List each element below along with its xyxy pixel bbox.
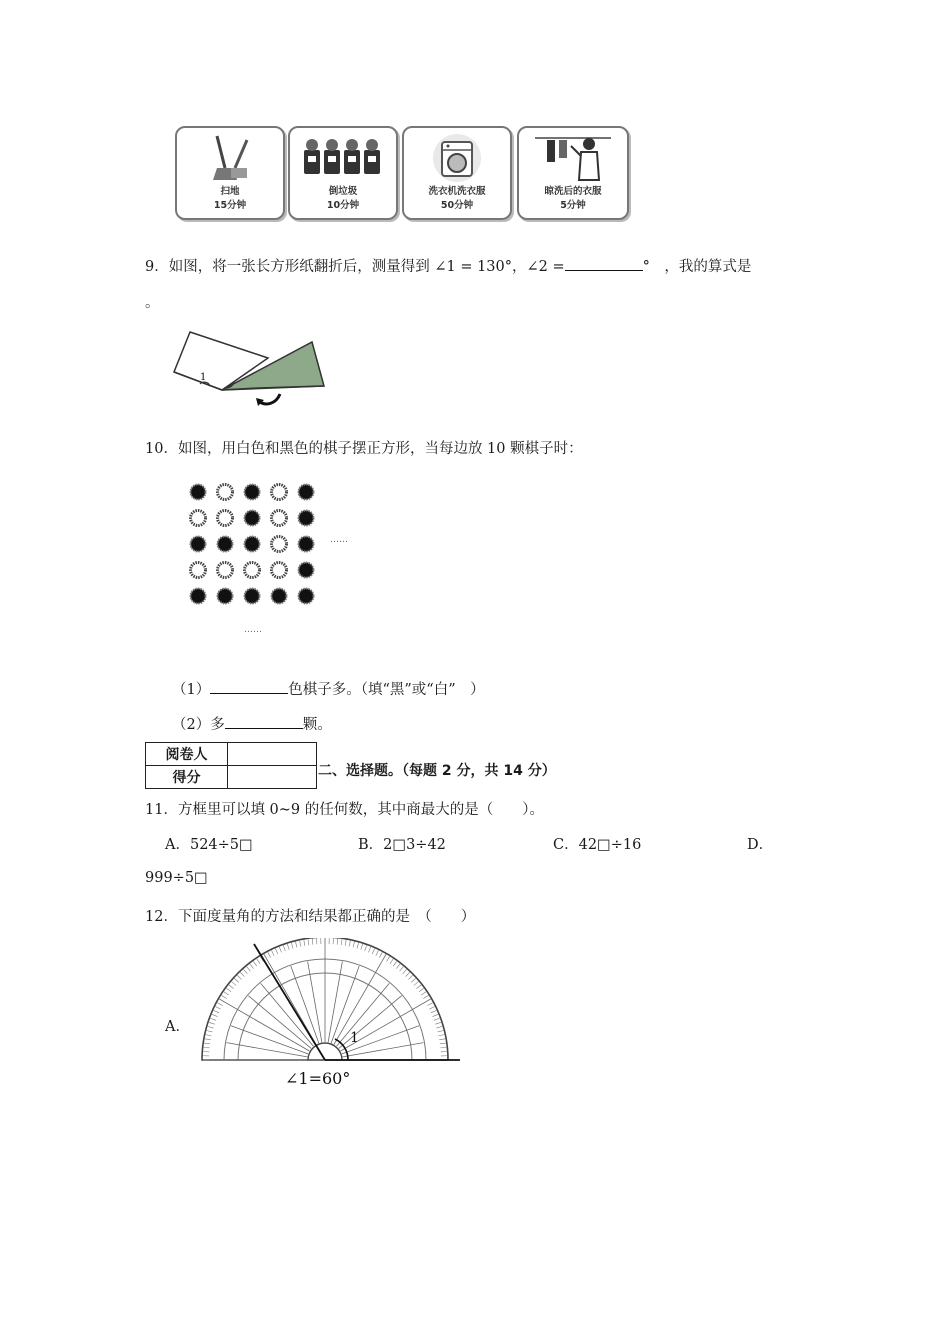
white-piece bbox=[218, 563, 233, 578]
black-piece bbox=[245, 485, 260, 500]
black-piece bbox=[299, 563, 314, 578]
white-piece bbox=[191, 511, 206, 526]
q11-option-d[interactable]: D． bbox=[747, 837, 774, 853]
q10-ellipsis-bottom: …… bbox=[244, 625, 262, 635]
washing-machine-icon bbox=[432, 132, 482, 184]
q10-sub2-suffix: 颗。 bbox=[302, 717, 332, 733]
q11-option-c[interactable]: C．42□÷16 bbox=[553, 837, 642, 853]
chore-name: 倒垃圾 bbox=[328, 186, 358, 197]
white-piece bbox=[245, 563, 260, 578]
chore-time: 10分钟 bbox=[326, 200, 360, 211]
q12-stem: 12．下面度量角的方法和结果都正确的是 （ ） bbox=[145, 909, 476, 925]
chore-name: 洗衣机洗衣服 bbox=[428, 186, 486, 197]
q10-sub2-prefix: （2）多 bbox=[172, 717, 225, 733]
q9-angle2-blank[interactable] bbox=[565, 256, 643, 271]
section-2-title: 二、选择题。（每题 2 分，共 14 分） bbox=[318, 763, 556, 779]
chore-name: 扫地 bbox=[220, 186, 240, 197]
reviewer-field[interactable] bbox=[228, 743, 317, 766]
q10-chess-grid bbox=[186, 478, 362, 638]
broom-icon bbox=[207, 134, 253, 184]
black-piece bbox=[299, 537, 314, 552]
q11-option-b[interactable]: B．2□3÷42 bbox=[358, 837, 446, 853]
q9-text-a: 9．如图，将一张长方形纸翻折后，测量得到 ∠1 = 130°，∠2 = bbox=[145, 259, 565, 275]
q10-sub1 bbox=[172, 678, 485, 699]
q10-ellipsis-right: …… bbox=[330, 535, 348, 545]
protractor-angle-result: ∠1=60° bbox=[285, 1069, 351, 1088]
q12-option-a[interactable]: A． bbox=[165, 1019, 190, 1035]
chore-card-sweep bbox=[175, 126, 285, 220]
reviewer-label: 阅卷人 bbox=[146, 743, 228, 766]
score-label: 得分 bbox=[146, 766, 228, 789]
q9-stem bbox=[145, 255, 751, 276]
white-piece bbox=[272, 485, 287, 500]
white-piece bbox=[272, 511, 287, 526]
q11-stem: 11．方框里可以填 0~9 的任何数，其中商最大的是（ ）。 bbox=[145, 802, 545, 818]
q10-sub2 bbox=[172, 713, 332, 734]
white-piece bbox=[218, 511, 233, 526]
q9-text-b: ° ，我的算式是 bbox=[642, 259, 752, 275]
q10-sub1-suffix: 色棋子多。（填“黑”或“白” ） bbox=[288, 682, 485, 698]
black-piece bbox=[299, 589, 314, 604]
white-piece bbox=[272, 537, 287, 552]
chore-time: 50分钟 bbox=[440, 200, 474, 211]
q11-option-a[interactable]: A．524÷5□ bbox=[165, 837, 253, 853]
chore-card-trash bbox=[288, 126, 398, 220]
trash-bins-icon bbox=[300, 136, 386, 182]
q10-stem: 10．如图，用白色和黑色的棋子摆正方形，当每边放 10 颗棋子时： bbox=[145, 441, 583, 457]
hanging-clothes-icon bbox=[533, 132, 613, 186]
q11-option-d-cont: 999÷5□ bbox=[145, 870, 208, 886]
chore-name: 晾洗后的衣服 bbox=[544, 186, 602, 197]
protractor-angle-label: 1 bbox=[350, 1030, 359, 1046]
chore-time: 15分钟 bbox=[213, 200, 247, 211]
black-piece bbox=[191, 537, 206, 552]
white-piece bbox=[191, 563, 206, 578]
black-piece bbox=[299, 485, 314, 500]
black-piece bbox=[245, 511, 260, 526]
black-piece bbox=[299, 511, 314, 526]
q10-color-blank[interactable] bbox=[210, 679, 288, 694]
q10-count-blank[interactable] bbox=[225, 714, 303, 729]
white-piece bbox=[272, 563, 287, 578]
black-piece bbox=[272, 589, 287, 604]
q10-sub1-prefix: （1） bbox=[172, 682, 211, 698]
white-piece bbox=[218, 485, 233, 500]
black-piece bbox=[191, 589, 206, 604]
chore-card-hang bbox=[517, 126, 629, 220]
black-piece bbox=[191, 485, 206, 500]
chore-time: 5分钟 bbox=[560, 200, 586, 211]
chore-card-wash bbox=[402, 126, 512, 220]
q9-text-c: 。 bbox=[145, 295, 160, 311]
q9-folded-paper-figure bbox=[170, 328, 332, 410]
black-piece bbox=[218, 537, 233, 552]
black-piece bbox=[245, 589, 260, 604]
score-table bbox=[145, 742, 317, 789]
protractor-figure bbox=[190, 938, 466, 1090]
score-field[interactable] bbox=[228, 766, 317, 789]
black-piece bbox=[218, 589, 233, 604]
black-piece bbox=[245, 537, 260, 552]
q9-angle-label: 1 bbox=[200, 372, 207, 383]
